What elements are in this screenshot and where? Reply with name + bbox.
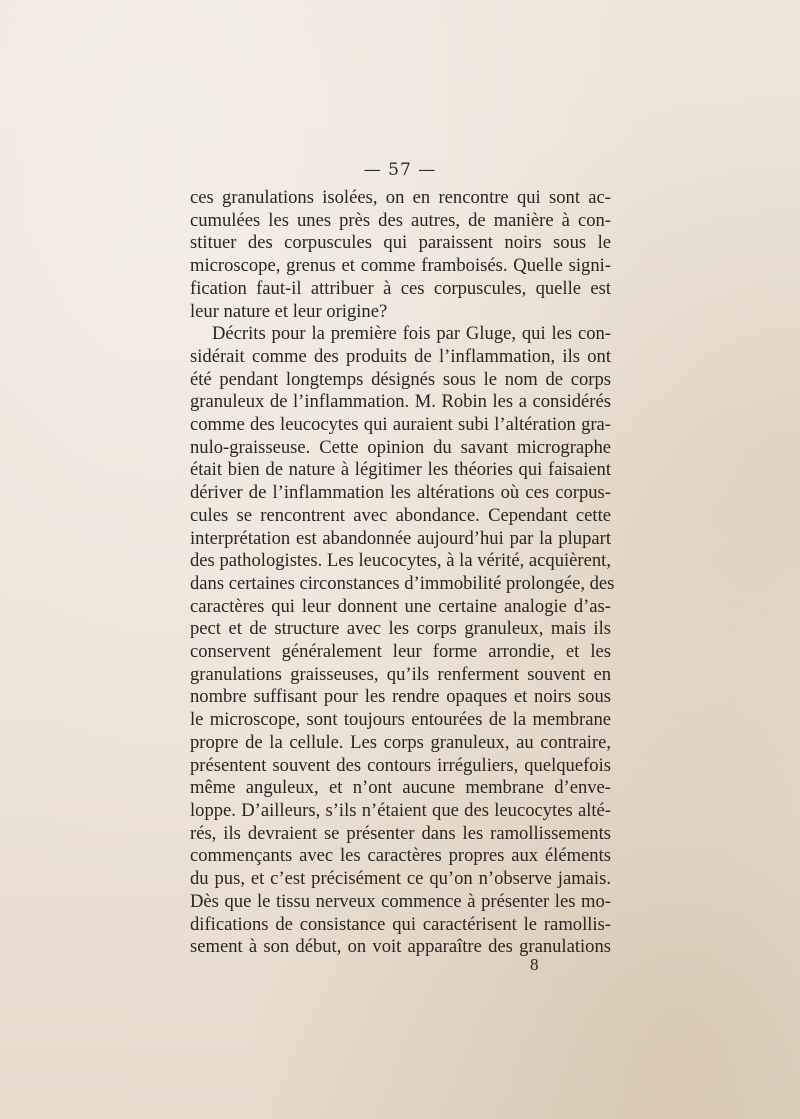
text-line: interprétation est abandonnée aujourd’hui par la plupart — [190, 527, 611, 549]
text-line: commençants avec les caractères propres aux éléments — [190, 845, 611, 867]
text-line: du pus, et c’est précisément ce qu’on n’observe jamais. — [190, 868, 611, 890]
text-line: dériver de l’inflammation les altérations où ces corpus- — [190, 482, 611, 504]
text-line: comme des leucocytes qui auraient subi l’altération gra- — [190, 414, 611, 436]
text-line: microscope, grenus et comme framboisés. Quelle signi- — [190, 255, 611, 277]
text-line: rés, ils devraient se présenter dans les ramollissements — [190, 822, 611, 844]
text-line: cumulées les unes près des autres, de manière à con- — [190, 209, 611, 231]
text-line: présentent souvent des contours irréguliers, quelquefois — [190, 754, 611, 776]
text-line: Décrits pour la première fois par Gluge, qui les con- — [212, 323, 611, 345]
text-line: propre de la cellule. Les corps granuleux, au contraire, — [190, 731, 611, 753]
text-line: granulations graisseuses, qu’ils renferment souvent en — [190, 663, 611, 685]
text-line: conservent généralement leur forme arrondie, et les — [190, 641, 611, 663]
page-number: — 57 — — [363, 160, 437, 180]
text-line: était bien de nature à légitimer les théories qui faisaient — [190, 459, 611, 481]
text-line: fication faut-il attribuer à ces corpuscules, quelle est — [190, 277, 611, 299]
signature-mark: 8 — [530, 955, 539, 974]
text-line: nulo-graisseuse. Cette opinion du savant micrographe — [190, 436, 611, 458]
body-text — [190, 187, 615, 959]
text-line: caractères qui leur donnent une certaine analogie d’as- — [190, 595, 611, 617]
text-line: stituer des corpuscules qui paraissent noirs sous le — [190, 232, 611, 254]
text-line: dans certaines circonstances d’immobilité prolongée, des — [190, 572, 615, 594]
text-line: granuleux de l’inflammation. M. Robin les a considérés — [190, 391, 611, 413]
text-line: le microscope, sont toujours entourées de la membrane — [190, 709, 611, 731]
text-line: nombre suffisant pour les rendre opaques et noirs sous — [190, 686, 611, 708]
text-line: ces granulations isolées, on en rencontre qui sont ac- — [190, 187, 611, 208]
text-line: cules se rencontrent avec abondance. Cependant cette — [190, 504, 611, 526]
text-line: même anguleux, et n’ont aucune membrane d’enve- — [190, 777, 611, 799]
text-line: pect et de structure avec les corps granuleux, mais ils — [190, 618, 611, 640]
text-line: difications de consistance qui caractérisent le ramollis- — [190, 913, 611, 935]
text-line: sidérait comme des produits de l’inflammation, ils ont — [190, 345, 611, 367]
text-line: sement à son début, on voit apparaître des granulations — [190, 936, 611, 958]
text-line: Dès que le tissu nerveux commence à présenter les mo- — [190, 890, 611, 912]
text-line: été pendant longtemps désignés sous le nom de corps — [190, 368, 611, 390]
text-line: leur nature et leur origine? — [190, 300, 388, 322]
text-line: loppe. D’ailleurs, s’ils n’étaient que des leucocytes alté- — [190, 799, 611, 821]
text-line: des pathologistes. Les leucocytes, à la vérité, acquièrent, — [190, 550, 611, 572]
